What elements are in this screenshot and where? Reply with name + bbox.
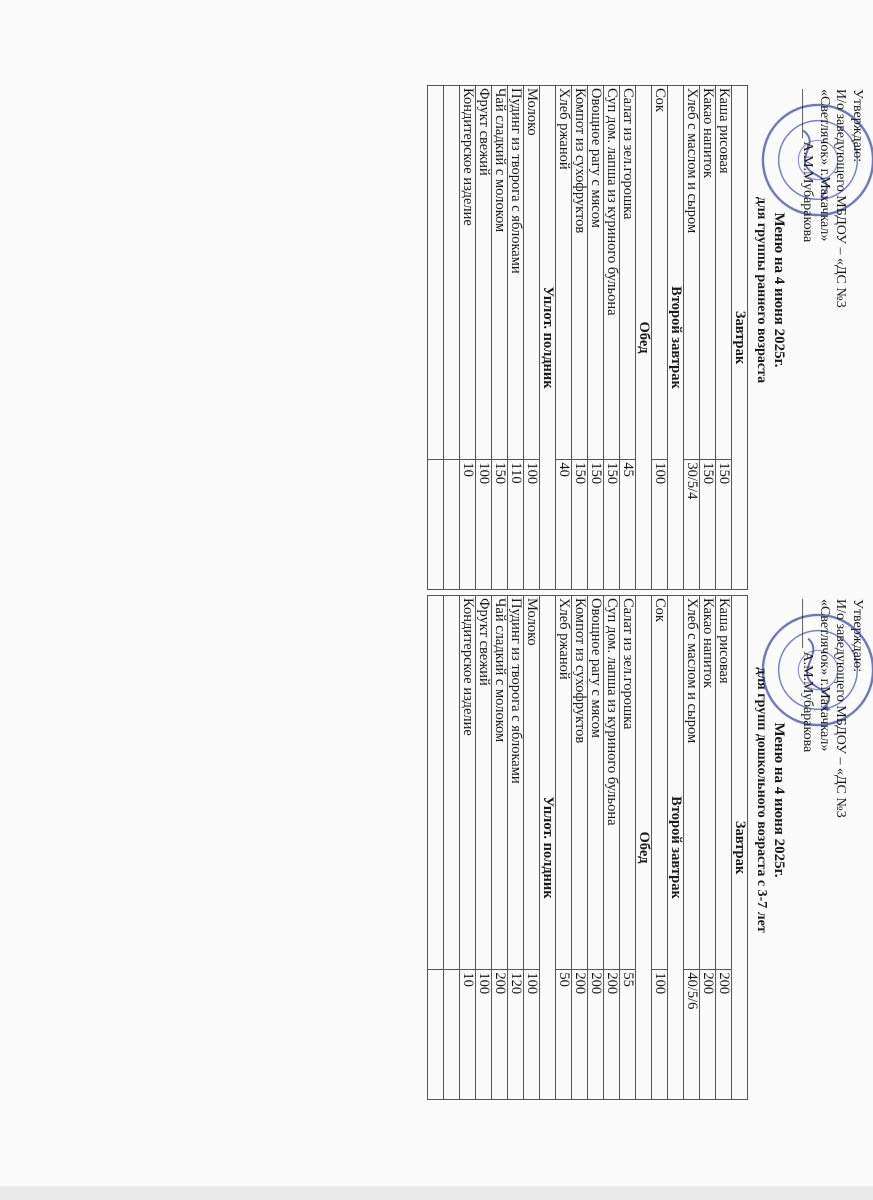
dish-name: Хлеб с маслом и сыром — [684, 596, 700, 970]
approval-line: Утверждаю: — [850, 599, 865, 673]
dish-portion: 110 — [508, 460, 524, 590]
approval-line: И/о заведующего МБДОУ – «ДС №3 — [833, 89, 849, 308]
dish-portion: 200 — [604, 970, 620, 1100]
dish-portion: 100 — [524, 970, 540, 1100]
dish-portion: 200 — [572, 970, 588, 1100]
table-row — [508, 596, 524, 1100]
table-row — [428, 596, 444, 1100]
section-row — [540, 86, 556, 590]
dish-portion: 150 — [588, 460, 604, 590]
dish-portion: 30/5/4 — [684, 460, 700, 590]
dish-name: Компот из сухофруктов — [572, 596, 588, 970]
dish-name: Молоко — [524, 596, 540, 970]
dish-portion — [428, 460, 444, 590]
menu-age-group: для групп дошкольного возраста с 3-7 лет — [754, 667, 769, 933]
menu-title: Меню на 4 июня 2025г. — [771, 212, 787, 368]
table-row — [524, 596, 540, 1100]
approval-block — [799, 89, 865, 339]
section-heading: Второй завтрак — [668, 86, 684, 590]
table-row — [444, 596, 460, 1100]
dish-portion: 100 — [476, 970, 492, 1100]
dish-name: Компот из сухофруктов — [572, 86, 588, 460]
approval-block — [799, 599, 865, 849]
table-row — [620, 596, 636, 1100]
section-row — [636, 86, 652, 590]
dish-portion: 55 — [620, 970, 636, 1100]
table-row — [508, 86, 524, 590]
menu-age-group: для группы раннего возраста — [754, 196, 769, 384]
table-row — [524, 86, 540, 590]
section-heading: Уплот. полдник — [540, 86, 556, 590]
dish-name: Фрукт свежий — [476, 596, 492, 970]
dish-portion: 150 — [604, 460, 620, 590]
table-row — [684, 596, 700, 1100]
dish-portion: 40/5/6 — [684, 970, 700, 1100]
table-row — [428, 86, 444, 590]
table-row — [492, 86, 508, 590]
dish-name: Молоко — [524, 86, 540, 460]
dish-name: Каша рисовая — [716, 596, 732, 970]
dish-name: Салат из зел.горошка — [620, 596, 636, 970]
table-row — [588, 86, 604, 590]
table-row — [460, 596, 476, 1100]
dish-name: Чай сладкий с молоком — [492, 86, 508, 460]
dish-name: Овощное рагу с мясом — [588, 596, 604, 970]
table-row — [700, 86, 716, 590]
dish-name: Салат из зел.горошка — [620, 86, 636, 460]
dish-name: Сок — [652, 86, 668, 460]
table-row — [444, 86, 460, 590]
table-row — [604, 596, 620, 1100]
dish-name — [444, 86, 460, 460]
table-row — [476, 86, 492, 590]
table-row — [556, 86, 572, 590]
dish-portion: 150 — [572, 460, 588, 590]
dish-name: Какао напиток — [700, 86, 716, 460]
section-heading: Второй завтрак — [668, 596, 684, 1100]
approval-line: «Светлячок» г.Махачкал» — [817, 599, 832, 752]
dish-portion: 100 — [476, 460, 492, 590]
approval-line: «Светлячок» г.Махачкал» — [817, 89, 832, 242]
table-row — [572, 596, 588, 1100]
table-row — [460, 86, 476, 590]
dish-name: Кондитерское изделие — [460, 86, 476, 460]
dish-name: Пудинг из творога с яблоками — [508, 86, 524, 460]
dish-name: Хлеб с маслом и сыром — [684, 86, 700, 460]
dish-portion: 40 — [556, 460, 572, 590]
table-row — [476, 596, 492, 1100]
dish-name — [444, 596, 460, 970]
dish-portion: 200 — [588, 970, 604, 1100]
section-row — [668, 596, 684, 1100]
dish-name — [428, 596, 444, 970]
section-row — [636, 596, 652, 1100]
dish-portion: 100 — [652, 460, 668, 590]
dish-portion: 150 — [492, 460, 508, 590]
dish-name: Кондитерское изделие — [460, 596, 476, 970]
section-heading: Обед — [636, 596, 652, 1100]
dish-portion: 50 — [556, 970, 572, 1100]
dish-portion — [428, 970, 444, 1100]
table-row — [604, 86, 620, 590]
section-heading: Обед — [636, 86, 652, 590]
dish-name: Хлеб ржаной — [556, 596, 572, 970]
approval-line: И/о заведующего МБДОУ – «ДС №3 — [833, 599, 849, 818]
dish-portion: 200 — [716, 970, 732, 1100]
table-row — [652, 86, 668, 590]
approval-line: _______ А.М.Мубаракова — [800, 599, 816, 753]
section-heading: Завтрак — [732, 596, 748, 1100]
dish-portion — [444, 970, 460, 1100]
section-row — [732, 596, 748, 1100]
dish-name: Пудинг из творога с яблоками — [508, 596, 524, 970]
dish-name: Суп дом. лапша из куриного бульона — [604, 86, 620, 460]
approval-line: Утверждаю: — [850, 89, 865, 163]
dish-portion: 100 — [652, 970, 668, 1100]
dish-portion: 150 — [716, 460, 732, 590]
dish-name: Какао напиток — [700, 596, 716, 970]
section-row — [668, 86, 684, 590]
menu-table — [427, 85, 748, 590]
dish-name: Каша рисовая — [716, 86, 732, 460]
table-row — [492, 596, 508, 1100]
table-row — [620, 86, 636, 590]
dish-portion: 100 — [524, 460, 540, 590]
dish-portion: 150 — [700, 460, 716, 590]
dish-portion: 10 — [460, 460, 476, 590]
section-row — [732, 86, 748, 590]
section-row — [540, 596, 556, 1100]
section-heading: Завтрак — [732, 86, 748, 590]
table-row — [716, 86, 732, 590]
dish-name: Сок — [652, 596, 668, 970]
dish-portion — [444, 460, 460, 590]
dish-name: Фрукт свежий — [476, 86, 492, 460]
table-row — [588, 596, 604, 1100]
dish-name: Овощное рагу с мясом — [588, 86, 604, 460]
dish-portion: 120 — [508, 970, 524, 1100]
table-row — [716, 596, 732, 1100]
menu-early-age — [0, 85, 873, 605]
dish-portion: 200 — [492, 970, 508, 1100]
dish-name: Суп дом. лапша из куриного бульона — [604, 596, 620, 970]
menu-preschool-age — [0, 595, 873, 1115]
table-row — [572, 86, 588, 590]
dish-portion: 200 — [700, 970, 716, 1100]
section-heading: Уплот. полдник — [540, 596, 556, 1100]
menu-table — [427, 595, 748, 1100]
table-row — [556, 596, 572, 1100]
approval-line: _______ А.М.Мубаракова — [800, 89, 816, 243]
dish-portion: 10 — [460, 970, 476, 1100]
table-row — [684, 86, 700, 590]
table-row — [652, 596, 668, 1100]
dish-portion: 45 — [620, 460, 636, 590]
menu-title: Меню на 4 июня 2025г. — [771, 722, 787, 878]
dish-name: Чай сладкий с молоком — [492, 596, 508, 970]
dish-name — [428, 86, 444, 460]
dish-name: Хлеб ржаной — [556, 86, 572, 460]
table-row — [700, 596, 716, 1100]
